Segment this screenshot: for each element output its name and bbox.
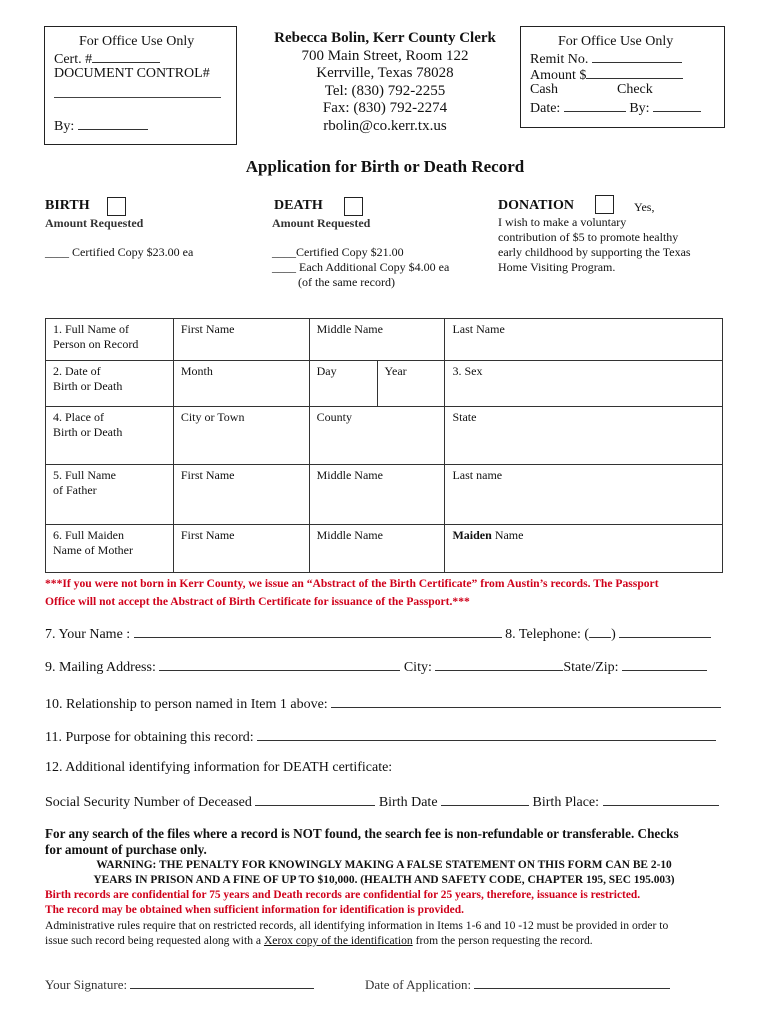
city-cell[interactable]: City or Town (173, 407, 309, 465)
state-zip-input[interactable] (622, 658, 707, 671)
row-label: 2. Date of Birth or Death (46, 361, 174, 407)
father-first-cell[interactable]: First Name (173, 465, 309, 525)
death-label: DEATH (274, 198, 323, 213)
remit-label: Remit No. (530, 50, 682, 68)
death-checkbox[interactable] (344, 197, 363, 216)
abstract-notice: ***If you were not born in Kerr County, we issue an “Abstract of the Birth Certificate” from Austin’s records. The Passport Office will not accept the Abstract of Birth Certificate for issuance of the Passport.*** (45, 577, 659, 608)
ssn-input[interactable] (255, 793, 375, 806)
clerk-address2: Kerrville, Texas 78028 (316, 65, 454, 81)
office-right-title: For Office Use Only (558, 34, 674, 49)
month-cell[interactable]: Month (173, 361, 309, 407)
birth-place-input[interactable] (603, 793, 719, 806)
row-label: 6. Full Maiden Name of Mother (46, 525, 174, 573)
father-last-cell[interactable]: Last name (445, 465, 723, 525)
clerk-fax: Fax: (830) 792-2274 (322, 100, 448, 116)
sex-cell[interactable]: 3. Sex (445, 361, 723, 407)
doc-control-line (54, 97, 221, 98)
signature-row: Your Signature: (45, 976, 314, 993)
mother-middle-cell[interactable]: Middle Name (309, 525, 445, 573)
birth-date-input[interactable] (441, 793, 529, 806)
table-row (46, 319, 723, 361)
cash-label: Cash (530, 82, 558, 97)
death-additional-copy[interactable]: ____ Each Additional Copy $4.00 ea (272, 260, 450, 274)
purpose-input[interactable] (257, 728, 716, 741)
office-left-by: By: (54, 117, 148, 135)
death-details-row: Social Security Number of Deceased Birth Date Birth Place: (45, 793, 719, 811)
office-use-left-box (44, 26, 237, 145)
birth-label: BIRTH (45, 198, 90, 213)
donation-text: I wish to make a voluntary contribution of $5 to promote healthy early childhood by supporting the Texas Home Visiting Program. (498, 215, 691, 274)
office-use-right-box (520, 26, 725, 128)
clerk-name: Rebecca Bolin, Kerr County Clerk (274, 30, 496, 46)
state-cell[interactable]: State (445, 407, 723, 465)
your-name-row: 7. Your Name : 8. Telephone: ( ) (45, 625, 711, 643)
middle-name-cell[interactable]: Middle Name (309, 319, 445, 361)
mother-first-cell[interactable]: First Name (173, 525, 309, 573)
cert-label: Cert. # (54, 50, 160, 68)
confidentiality-notice: Birth records are confidential for 75 years and Death records are confidential for 25 years, therefore, issuance is restricted. The record may be obtained when sufficient information for identification is provided. (45, 889, 641, 916)
penalty-warning: WARNING: THE PENALTY FOR KNOWINGLY MAKING A FALSE STATEMENT ON THIS FORM CAN BE 2-10 YEARS IN PRISON AND A FINE OF UP TO $10,000. (HEALTH AND SAFETY CODE, CHAPTER 195, SEC 195.003) (93, 859, 675, 886)
county-cell[interactable]: County (309, 407, 445, 465)
table-row (46, 361, 723, 407)
mother-maiden-cell[interactable]: Maiden Name (445, 525, 723, 573)
date-application-input[interactable] (474, 976, 670, 989)
additional-info-row: 12. Additional identifying information for DEATH certificate: (45, 760, 393, 775)
city-input[interactable] (435, 658, 563, 671)
first-name-cell[interactable]: First Name (173, 319, 309, 361)
amount-label: Amount $ (530, 66, 683, 84)
last-name-cell[interactable]: Last Name (445, 319, 723, 361)
birth-amount-label: Amount Requested (45, 216, 144, 230)
death-same-record: (of the same record) (298, 275, 395, 289)
check-label: Check (617, 82, 653, 97)
mailing-row: 9. Mailing Address: City: State/Zip: (45, 658, 707, 676)
doc-control-label: DOCUMENT CONTROL# (54, 66, 210, 81)
office-right-date: Date: By: (530, 99, 701, 117)
date-application-row: Date of Application: (365, 976, 670, 993)
telephone-input[interactable] (619, 625, 711, 638)
table-row (46, 525, 723, 573)
clerk-tel: Tel: (830) 792-2255 (324, 82, 446, 99)
telephone-area-input[interactable] (589, 625, 611, 638)
birth-checkbox[interactable] (107, 197, 126, 216)
clerk-address1: 700 Main Street, Room 122 (301, 47, 469, 64)
record-info-table (45, 318, 723, 573)
clerk-header (250, 30, 520, 135)
office-left-title: For Office Use Only (79, 34, 195, 49)
table-row (46, 407, 723, 465)
death-amount-label: Amount Requested (272, 216, 371, 230)
form-title: Application for Birth or Death Record (245, 157, 525, 176)
row-label: 4. Place of Birth or Death (46, 407, 174, 465)
table-row (46, 465, 723, 525)
purpose-row: 11. Purpose for obtaining this record: (45, 728, 716, 746)
death-certified-copy[interactable]: ____Certified Copy $21.00 (272, 245, 404, 259)
donation-yes: Yes, (634, 200, 655, 214)
day-cell[interactable]: Day (309, 361, 377, 407)
father-middle-cell[interactable]: Middle Name (309, 465, 445, 525)
administrative-rules: Administrative rules require that on restricted records, all identifying information in Items 1-6 and 10 -12 must be provided in order to issue such record being requested along with a Xerox copy of the identification from the person requesting the record. (45, 919, 669, 947)
signature-input[interactable] (130, 976, 314, 989)
search-fee-notice: For any search of the files where a record is NOT found, the search fee is non-refundable or transferable. Checks for amount of purchase only. (45, 826, 679, 857)
birth-certified-copy[interactable]: ____ Certified Copy $23.00 ea (45, 245, 194, 259)
row-label: 5. Full Name of Father (46, 465, 174, 525)
donation-checkbox[interactable] (595, 195, 614, 214)
relationship-input[interactable] (331, 695, 721, 708)
donation-label: DONATION (498, 198, 574, 213)
your-name-input[interactable] (134, 625, 502, 638)
mailing-address-input[interactable] (159, 658, 400, 671)
clerk-email: rbolin@co.kerr.tx.us (323, 117, 447, 134)
row-label: 1. Full Name of Person on Record (46, 319, 174, 361)
relationship-row: 10. Relationship to person named in Item 1 above: (45, 695, 721, 713)
year-cell[interactable]: Year (377, 361, 445, 407)
